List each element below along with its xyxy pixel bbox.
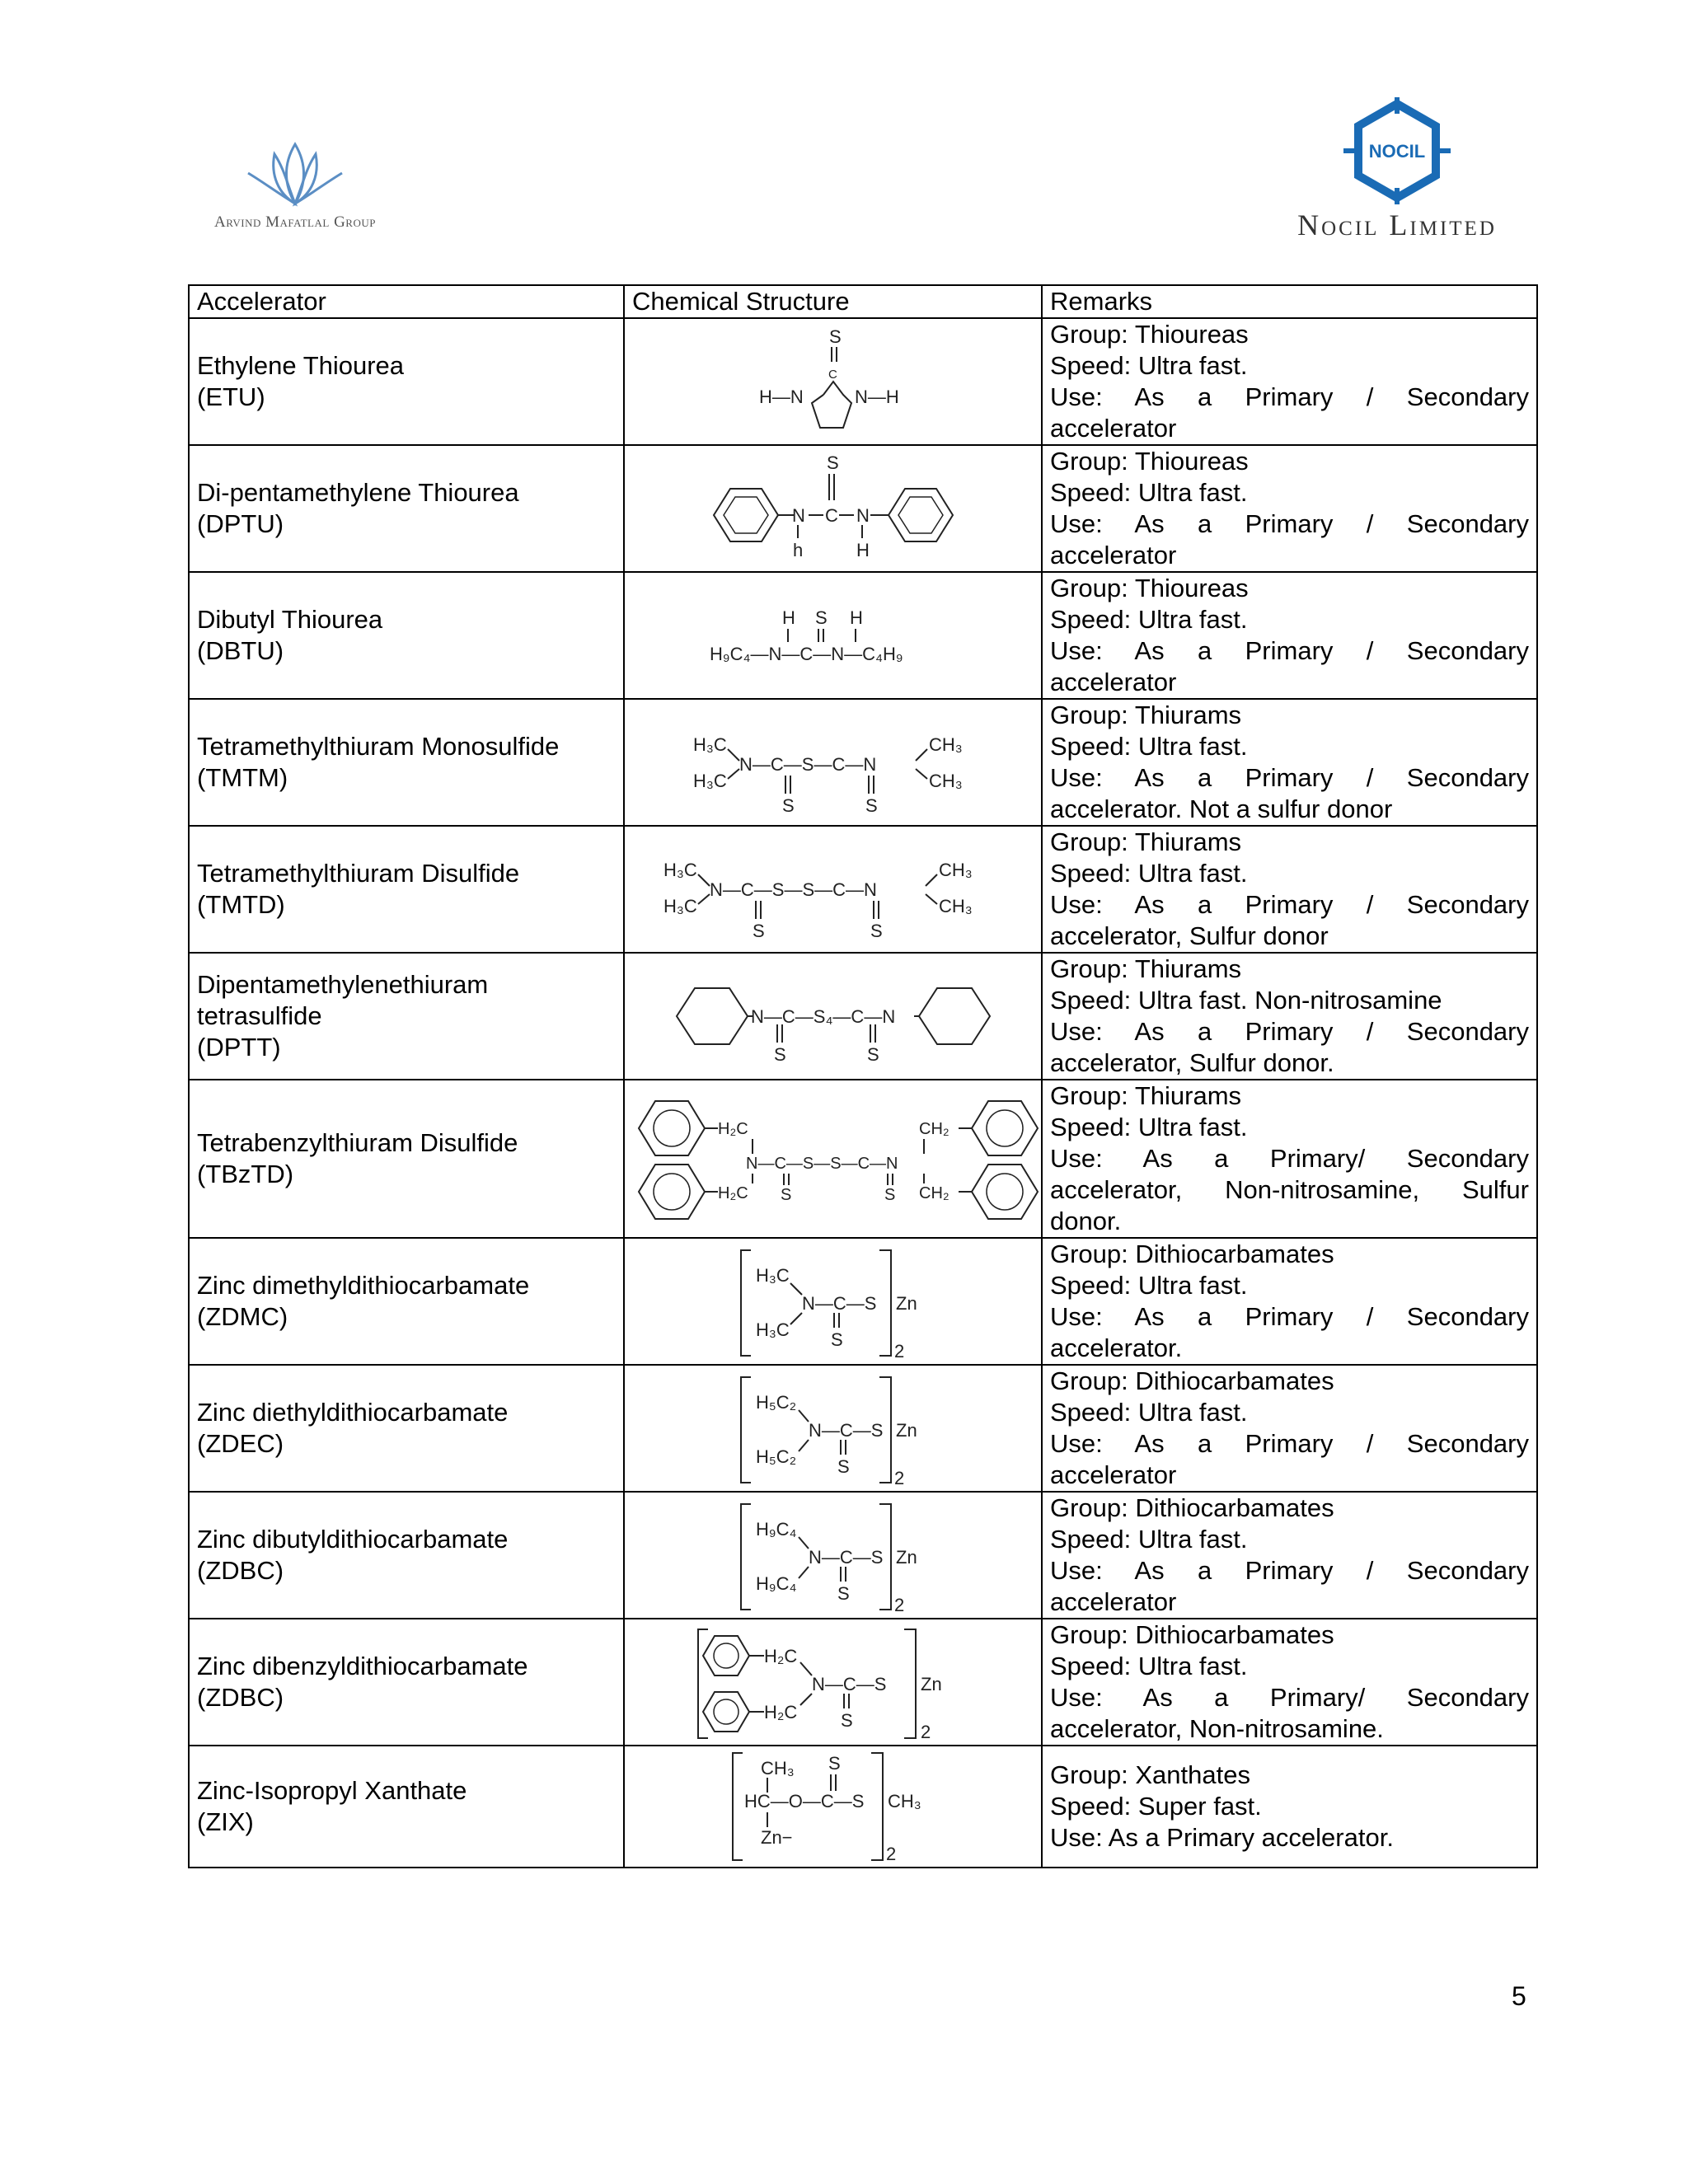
table-row (189, 1619, 1537, 1746)
accelerator-name: Zinc dimethyldithiocarbamate (ZDMC) (189, 1238, 624, 1365)
remarks: Group: Thiurams Speed: Ultra fast. Use: As a Primary / Secondary accelerator, Sulfur donor (1042, 826, 1537, 953)
accelerator-name: Tetramethylthiuram Monosulfide (TMTM) (189, 699, 624, 826)
remarks: Group: Thioureas Speed: Ultra fast. Use: As a Primary / Secondary accelerator (1042, 572, 1537, 699)
structure-tmtd (624, 826, 1042, 953)
structure-etu (624, 318, 1042, 445)
svg-text:S: S (840, 1709, 853, 1731)
accelerator-name: Tetrabenzylthiuram Disulfide (TBzTD) (189, 1080, 624, 1238)
svg-text:S: S (865, 794, 878, 816)
remarks: Group: Dithiocarbamates Speed: Ultra fast. Use: As a Primary / Secondary accelerator (1042, 1492, 1537, 1619)
header-chemical-structure: Chemical Structure (624, 285, 1042, 318)
accelerator-name: Ethylene Thiourea (ETU) (189, 318, 624, 445)
structure-dptu (624, 445, 1042, 572)
table-row (189, 1492, 1537, 1619)
svg-text:H₂C: H₂C (763, 1701, 797, 1722)
structure-dptt (624, 953, 1042, 1080)
svg-text:N—C—S—C—N: N—C—S—C—N (738, 753, 876, 775)
nocil-logo-text: Nocil Limited (1297, 209, 1497, 241)
svg-text:CH₃: CH₃ (928, 733, 963, 755)
table-row (189, 1080, 1537, 1238)
svg-text:H: H (856, 539, 870, 560)
svg-text:N—C—S: N—C—S (811, 1673, 886, 1694)
arvind-logo-text: Arvind Mafatlal Group (214, 213, 376, 231)
svg-text:N: N (791, 504, 805, 526)
svg-text:S: S (828, 326, 842, 347)
table-row (189, 318, 1537, 445)
svg-text:Zn−: Zn− (760, 1827, 793, 1848)
structure-tmtm (624, 699, 1042, 826)
svg-text:H₃C: H₃C (692, 733, 727, 755)
remarks: Group: Thioureas Speed: Ultra fast. Use: As a Primary / Secondary accelerator (1042, 445, 1537, 572)
svg-text:CH₃: CH₃ (928, 770, 963, 791)
svg-text:H: H (781, 607, 795, 628)
svg-text:N: N (856, 504, 870, 526)
svg-text:H: H (849, 607, 863, 628)
svg-text:C: C (828, 367, 837, 382)
svg-text:H₂C: H₂C (718, 1119, 748, 1138)
page-number: 5 (1512, 1981, 1526, 2011)
svg-text:S: S (781, 1185, 792, 1204)
remarks: Group: Thiurams Speed: Ultra fast. Use: As a Primary / Secondary accelerator. Not a sulfur donor (1042, 699, 1537, 826)
svg-text:Zn: Zn (920, 1673, 942, 1694)
svg-text:N—H: N—H (854, 386, 899, 407)
svg-text:Zn: Zn (895, 1419, 917, 1441)
svg-text:CH₃: CH₃ (938, 859, 973, 880)
svg-text:CH₂: CH₂ (919, 1183, 950, 1202)
svg-text:N—C—S—S—C—N: N—C—S—S—C—N (709, 879, 877, 900)
svg-text:HC—O—C—S: HC—O—C—S (743, 1791, 864, 1811)
svg-text:N—C—S₄—C—N: N—C—S₄—C—N (750, 1005, 895, 1027)
svg-text:S: S (830, 1329, 843, 1350)
table-header-row (189, 285, 1537, 318)
svg-text:H₉C₄—N—C—N—C₄H₉: H₉C₄—N—C—N—C₄H₉ (709, 643, 903, 664)
svg-text:Zn: Zn (895, 1546, 917, 1568)
accelerator-name: Tetramethylthiuram Disulfide (TMTD) (189, 826, 624, 953)
svg-text:Zn: Zn (895, 1292, 917, 1314)
table-row (189, 572, 1537, 699)
svg-text:2: 2 (893, 1467, 904, 1488)
table-row (189, 445, 1537, 572)
svg-text:CH₃: CH₃ (887, 1791, 921, 1811)
nocil-badge-icon (1343, 97, 1451, 204)
svg-text:2: 2 (885, 1844, 896, 1864)
svg-text:H₂C: H₂C (763, 1645, 797, 1666)
structure-tbztd (624, 1080, 1042, 1238)
structure-dbtu (624, 572, 1042, 699)
svg-text:2: 2 (920, 1721, 931, 1742)
structure-zdbc (624, 1492, 1042, 1619)
svg-text:N—C—S: N—C—S (808, 1546, 883, 1568)
svg-text:H₃C: H₃C (663, 859, 697, 880)
svg-text:2: 2 (893, 1594, 904, 1615)
svg-text:S: S (837, 1582, 850, 1604)
table-row (189, 826, 1537, 953)
accelerator-name: Dipentamethylenethiuram tetrasulfide (DPTT) (189, 953, 624, 1080)
table-row (189, 699, 1537, 826)
svg-text:H₅C₂: H₅C₂ (755, 1446, 796, 1467)
nocil-badge-text: NOCIL (1368, 141, 1426, 162)
remarks: Group: Xanthates Speed: Super fast. Use: As a Primary accelerator. (1042, 1746, 1537, 1868)
accelerator-name: Dibutyl Thiourea (DBTU) (189, 572, 624, 699)
remarks: Group: Thiurams Speed: Ultra fast. Non-nitrosamine Use: As a Primary / Secondary accelerator, Sulfur donor. (1042, 953, 1537, 1080)
svg-text:S: S (884, 1185, 896, 1204)
svg-text:CH₂: CH₂ (919, 1119, 950, 1138)
svg-text:H—N: H—N (758, 386, 804, 407)
table-row (189, 1238, 1537, 1365)
svg-text:N—C—S: N—C—S (801, 1292, 876, 1314)
svg-text:S: S (866, 1043, 879, 1065)
svg-text:H₉C₄: H₉C₄ (755, 1572, 796, 1594)
table-row (189, 1365, 1537, 1492)
svg-text:2: 2 (893, 1340, 904, 1361)
remarks: Group: Dithiocarbamates Speed: Ultra fast. Use: As a Primary / Secondary accelerator (1042, 1365, 1537, 1492)
structure-zix (624, 1746, 1042, 1868)
remarks: Group: Thiurams Speed: Ultra fast. Use: As a Primary/ Secondary accelerator, Non-nitrosamine, Sulfur donor. (1042, 1080, 1537, 1238)
remarks: Group: Thioureas Speed: Ultra fast. Use: As a Primary / Secondary accelerator (1042, 318, 1537, 445)
header-remarks: Remarks (1042, 285, 1537, 318)
svg-text:S: S (870, 920, 883, 941)
svg-text:CH₃: CH₃ (760, 1758, 795, 1779)
remarks: Group: Dithiocarbamates Speed: Ultra fast. Use: As a Primary / Secondary accelerator. (1042, 1238, 1537, 1365)
svg-text:H₅C₂: H₅C₂ (755, 1391, 796, 1413)
svg-text:CH₃: CH₃ (938, 895, 973, 916)
accelerator-name: Zinc dibutyldithiocarbamate (ZDBC) (189, 1492, 624, 1619)
accelerator-name: Di-pentamethylene Thiourea (DPTU) (189, 445, 624, 572)
svg-text:S: S (752, 920, 765, 941)
svg-text:N—C—S: N—C—S (808, 1419, 883, 1441)
svg-text:S: S (826, 452, 839, 473)
remarks: Group: Dithiocarbamates Speed: Ultra fast. Use: As a Primary/ Secondary accelerator, Non-nitrosamine. (1042, 1619, 1537, 1746)
svg-text:S: S (773, 1043, 786, 1065)
accelerator-name: Zinc diethyldithiocarbamate (ZDEC) (189, 1365, 624, 1492)
lotus-icon (233, 136, 357, 210)
nocil-logo (1269, 97, 1525, 242)
svg-text:H₃C: H₃C (663, 895, 697, 916)
svg-text:h: h (792, 539, 803, 560)
svg-text:S: S (837, 1455, 850, 1477)
structure-zdec (624, 1365, 1042, 1492)
svg-text:C: C (824, 504, 838, 526)
svg-text:S: S (828, 1753, 841, 1774)
accelerator-name: Zinc dibenzyldithiocarbamate (ZDBC) (189, 1619, 624, 1746)
svg-text:H₃C: H₃C (755, 1319, 790, 1340)
table-row (189, 953, 1537, 1080)
svg-text:N—C—S—S—C—N: N—C—S—S—C—N (746, 1154, 898, 1173)
accelerator-table (188, 284, 1538, 1868)
svg-text:H₉C₄: H₉C₄ (755, 1518, 796, 1540)
structure-zdbzc (624, 1619, 1042, 1746)
header-accelerator: Accelerator (189, 285, 624, 318)
table-row (189, 1746, 1537, 1868)
accelerator-name: Zinc-Isopropyl Xanthate (ZIX) (189, 1746, 624, 1868)
svg-text:S: S (814, 607, 828, 628)
svg-text:S: S (781, 794, 795, 816)
svg-text:H₃C: H₃C (755, 1264, 790, 1286)
svg-text:H₂C: H₂C (718, 1183, 748, 1202)
svg-text:H₃C: H₃C (692, 770, 727, 791)
structure-zdmc (624, 1238, 1042, 1365)
arvind-mafatlal-logo (196, 136, 394, 232)
